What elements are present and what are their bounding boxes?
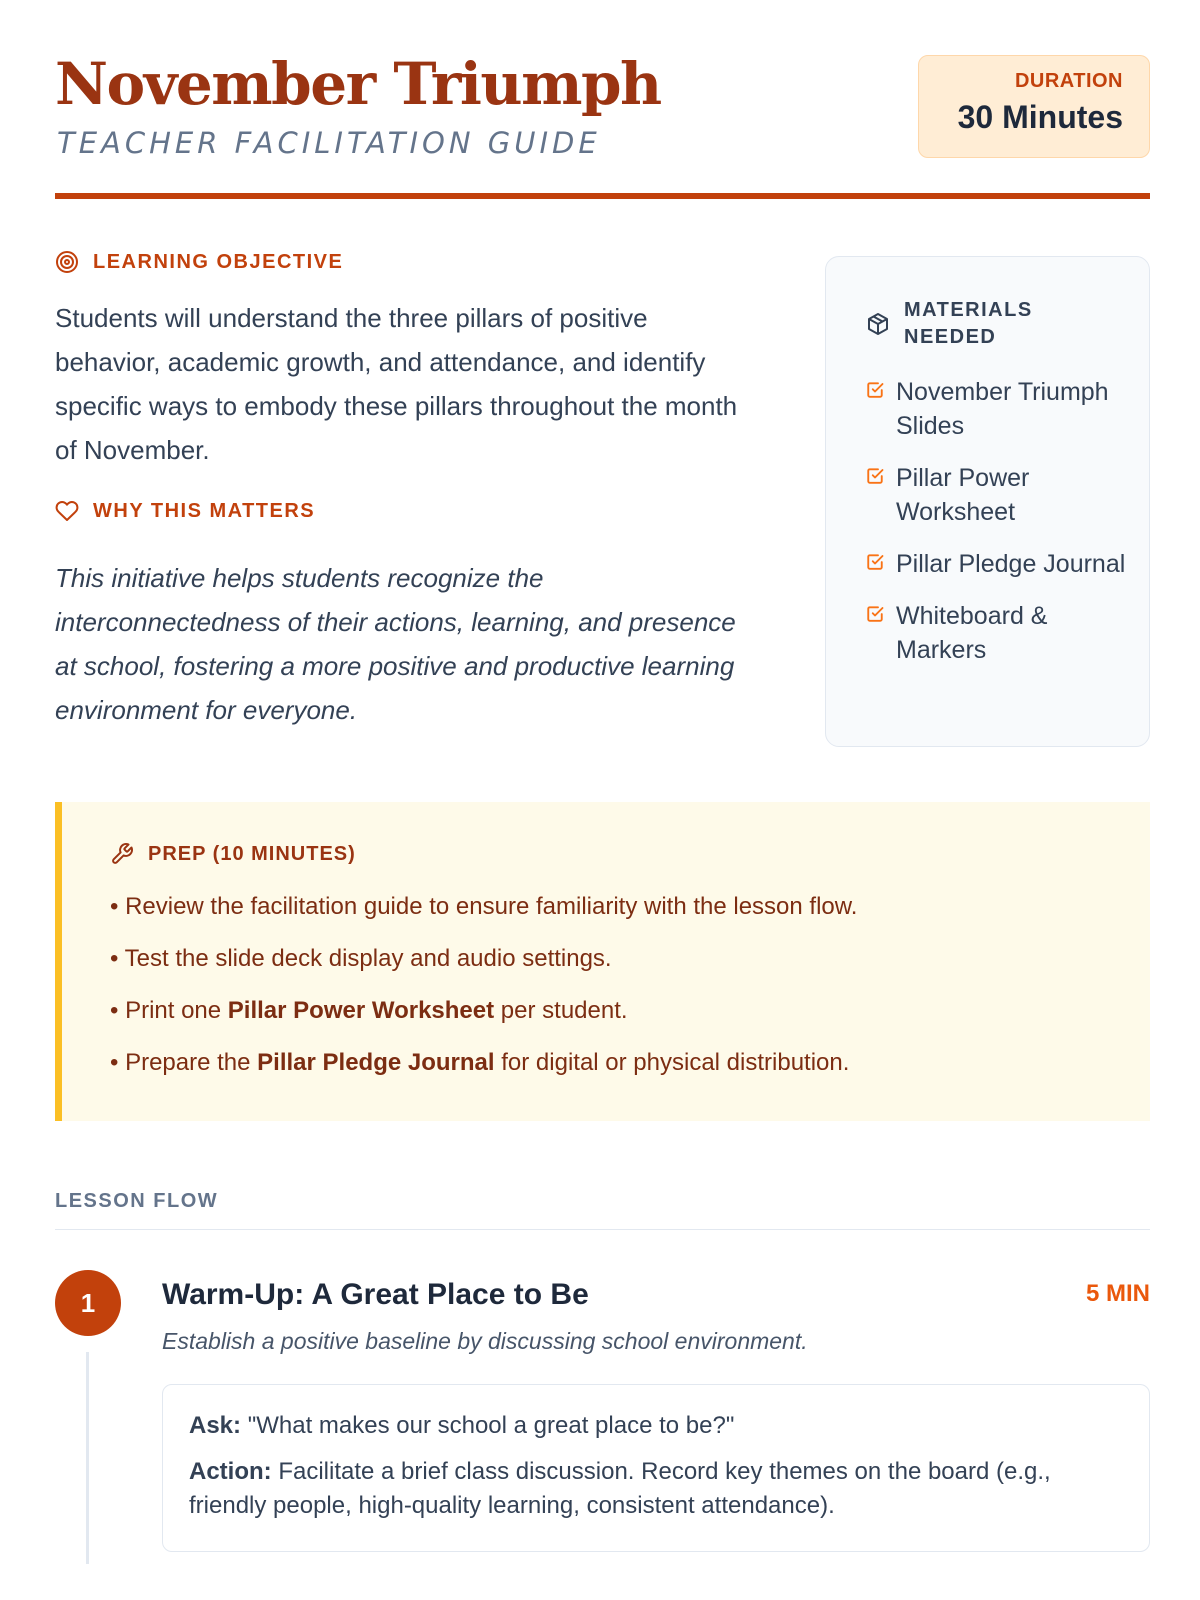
materials-item <box>866 599 1126 667</box>
prep-label: PREP (10 MINUTES) <box>148 842 356 865</box>
materials-heading <box>866 297 1064 351</box>
materials-item-label: Whiteboard & Markers <box>896 602 1048 664</box>
page-title: November Triumph <box>55 50 661 118</box>
lesson-flow-divider <box>55 1229 1150 1230</box>
prep-item: • Test the slide deck display and audio settings. <box>110 945 612 972</box>
step-number-badge: 1 <box>55 1270 121 1336</box>
box-icon <box>866 312 890 336</box>
duration-label: DURATION <box>1014 70 1123 92</box>
materials-card <box>825 256 1150 747</box>
checkbox-icon <box>866 381 884 399</box>
duration-badge <box>918 55 1150 158</box>
prep-list <box>110 892 857 1100</box>
prep-box <box>55 802 1150 1121</box>
materials-item <box>866 461 1126 529</box>
header <box>55 0 1150 200</box>
guide-page <box>55 0 1150 1519</box>
why-label: WHY THIS MATTERS <box>93 499 316 522</box>
checkbox-icon <box>866 467 884 485</box>
why-text: This initiative helps students recognize the interconnectedness of their actions, learning, and presence at school, fostering a more positive and productive learning environment for everyone. <box>55 563 736 725</box>
prep-item: • Review the facilitation guide to ensure familiarity with the lesson flow. <box>110 893 858 920</box>
materials-label: MATERIALS NEEDED <box>904 299 1033 348</box>
objective-heading <box>55 250 343 274</box>
checkbox-icon <box>866 553 884 571</box>
target-icon <box>55 250 79 274</box>
page-subtitle: TEACHER FACILITATION GUIDE <box>57 126 601 160</box>
materials-item-label: November Triumph Slides <box>896 378 1109 440</box>
lesson-flow-heading: LESSON FLOW <box>55 1190 219 1212</box>
prep-item: • Print one Pillar Power Worksheet per student. <box>110 997 628 1024</box>
objective-label: LEARNING OBJECTIVE <box>93 250 344 273</box>
header-divider <box>55 193 1150 199</box>
duration-value: 30 Minutes <box>957 99 1123 135</box>
step-description: Establish a positive baseline by discussing school environment. <box>162 1328 808 1354</box>
objective-text: Students will understand the three pillars of positive behavior, academic growth, and attendance, and identify specific ways to embody these pillars throughout the month of November. <box>55 303 738 465</box>
step-action: Action: Facilitate a brief class discussion. Record key themes on the board (e.g., friendly people, high-quality learning, consistent attendance). <box>189 1458 1051 1519</box>
step-duration: 5 MIN <box>1085 1280 1150 1307</box>
checkbox-icon <box>866 605 884 623</box>
step-title: Warm-Up: A Great Place to Be <box>162 1278 589 1311</box>
materials-item-label: Pillar Pledge Journal <box>896 550 1126 578</box>
materials-item <box>866 375 1126 443</box>
materials-item <box>866 547 1126 581</box>
step-ask: Ask: "What makes our school a great place to be?" <box>189 1412 735 1439</box>
wrench-icon <box>110 842 134 866</box>
materials-item-label: Pillar Power Worksheet <box>896 464 1030 526</box>
step-detail-card <box>162 1384 1150 1552</box>
why-heading <box>55 499 315 523</box>
prep-heading <box>110 842 356 866</box>
materials-list <box>866 375 1126 685</box>
heart-icon <box>55 499 79 523</box>
prep-item: • Prepare the Pillar Pledge Journal for digital or physical distribution. <box>110 1049 850 1076</box>
step-connector-line <box>86 1352 89 1564</box>
